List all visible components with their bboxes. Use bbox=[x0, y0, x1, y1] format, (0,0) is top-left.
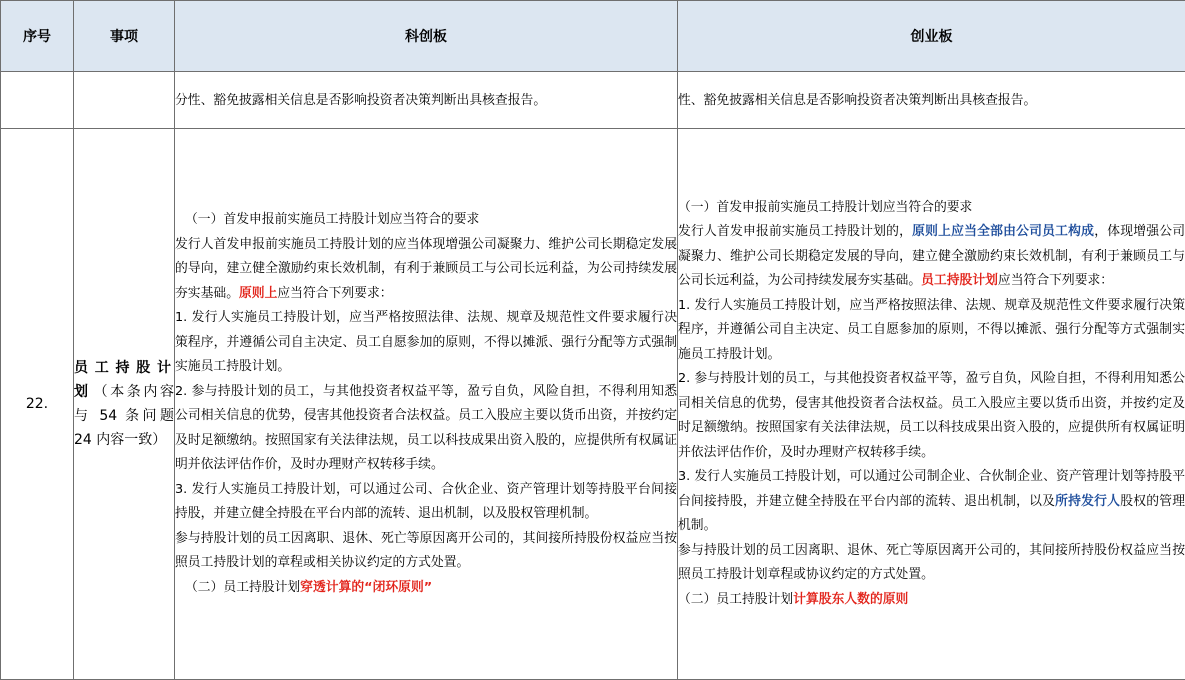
table-row-22 bbox=[1, 129, 1185, 680]
highlight-red: 员工持股计划 bbox=[921, 273, 998, 288]
gem-section-1-heading: （一）首发申报前实施员工持股计划应当符合的要求 bbox=[678, 196, 1185, 221]
highlight-blue: 原则上应当全部由公司员工构成 bbox=[912, 224, 1094, 239]
star-paragraph-2: 2. 参与持股计划的员工，与其他投资者权益平等，盈亏自负，风险自担，不得利用知悉公司相关信息的优势，侵害其他投资者合法权益。员工入股应主要以货币出资，并按约定及时足额缴纳。按照国家有关法律法规，员工以科技成果出资入股的，应提供所有权属证明并依法评估作价，及时办理财产权转移手续。 bbox=[175, 380, 677, 478]
gem-paragraph-2: 2. 参与持股计划的员工，与其他投资者权益平等，盈亏自负，风险自担，不得利用知悉公司相关信息的优势，侵害其他投资者合法权益。员工入股应主要以货币出资，并按约定及时足额缴纳。按照国家有关法律法规，员工以科技成果出资入股的，应提供所有权属证明并依法评估作价，及时办理财产权转移手续。 bbox=[678, 367, 1185, 465]
star-paragraph-3: 3. 发行人实施员工持股计划，可以通过公司、合伙企业、资产管理计划等持股平台间接持股，并建立健全持股在平台内部的流转、退出机制，以及股权管理机制。 bbox=[175, 478, 677, 527]
header-gem: 创业板 bbox=[678, 1, 1185, 72]
gem-section-2-heading: （二）员工持股计划计算股东人数的原则 bbox=[678, 588, 1185, 613]
highlight-red: 穿透计算的“闭环原则” bbox=[300, 580, 432, 595]
gem-paragraph-3: 3. 发行人实施员工持股计划，可以通过公司制企业、合伙制企业、资产管理计划等持股平台间接持股，并建立健全持股在平台内部的流转、退出机制，以及所持发行人股权的管理机制。 bbox=[678, 465, 1185, 539]
table-row-continuation bbox=[1, 72, 1185, 129]
gem-paragraph-exit: 参与持股计划的员工因离职、退休、死亡等原因离开公司的，其间接所持股份权益应当按照员工持股计划章程或协议约定的方式处置。 bbox=[678, 539, 1185, 588]
gem-paragraph-1: 1. 发行人实施员工持股计划，应当严格按照法律、法规、规章及规范性文件要求履行决策程序，并遵循公司自主决定、员工自愿参加的原则，不得以摊派、强行分配等方式强制实施员工持股计划。 bbox=[678, 294, 1185, 368]
cell-gem bbox=[678, 129, 1185, 680]
cell-gem bbox=[678, 72, 1185, 129]
cell-no: 22. bbox=[1, 129, 74, 680]
star-section-2-heading: （二）员工持股计划穿透计算的“闭环原则” bbox=[175, 576, 677, 601]
highlight-red: 计算股东人数的原则 bbox=[793, 592, 908, 607]
cell-item bbox=[74, 129, 175, 680]
header-item: 事项 bbox=[74, 1, 175, 72]
cell-star-market bbox=[175, 129, 678, 680]
cell-no bbox=[1, 72, 74, 129]
header-row bbox=[1, 1, 1185, 72]
star-continuation-text: 分性、豁免披露相关信息是否影响投资者决策判断出具核查报告。 bbox=[175, 89, 677, 114]
item-title: 员工持股计划 bbox=[74, 360, 174, 400]
star-paragraph-intro: 发行人首发申报前实施员工持股计划的应当体现增强公司凝聚力、维护公司长期稳定发展的导向，建立健全激励约束长效机制，有利于兼顾员工与公司长远利益，为公司持续发展夯实基础。原则上应当符合下列要求： bbox=[175, 233, 677, 307]
gem-paragraph-intro: 发行人首发申报前实施员工持股计划的，原则上应当全部由公司员工构成，体现增强公司凝聚力、维护公司长期稳定发展的导向，建立健全激励约束长效机制，有利于兼顾员工与公司长远利益，为公司持续发展夯实基础。员工持股计划应当符合下列要求： bbox=[678, 220, 1185, 294]
item-note: （本条内容与 54 条问题 24 内容一致） bbox=[74, 384, 174, 448]
header-no: 序号 bbox=[1, 1, 74, 72]
cell-item bbox=[74, 72, 175, 129]
highlight-blue: 所持发行人 bbox=[1055, 494, 1120, 509]
cell-star-market bbox=[175, 72, 678, 129]
header-star-market: 科创板 bbox=[175, 1, 678, 72]
star-paragraph-exit: 参与持股计划的员工因离职、退休、死亡等原因离开公司的，其间接所持股份权益应当按照员工持股计划的章程或相关协议约定的方式处置。 bbox=[175, 527, 677, 576]
highlight-red: 原则上 bbox=[239, 286, 277, 301]
gem-continuation-text: 性、豁免披露相关信息是否影响投资者决策判断出具核查报告。 bbox=[678, 89, 1185, 114]
star-paragraph-1: 1. 发行人实施员工持股计划，应当严格按照法律、法规、规章及规范性文件要求履行决策程序，并遵循公司自主决定、员工自愿参加的原则，不得以摊派、强行分配等方式强制实施员工持股计划。 bbox=[175, 306, 677, 380]
star-section-1-heading: （一）首发申报前实施员工持股计划应当符合的要求 bbox=[175, 208, 677, 233]
